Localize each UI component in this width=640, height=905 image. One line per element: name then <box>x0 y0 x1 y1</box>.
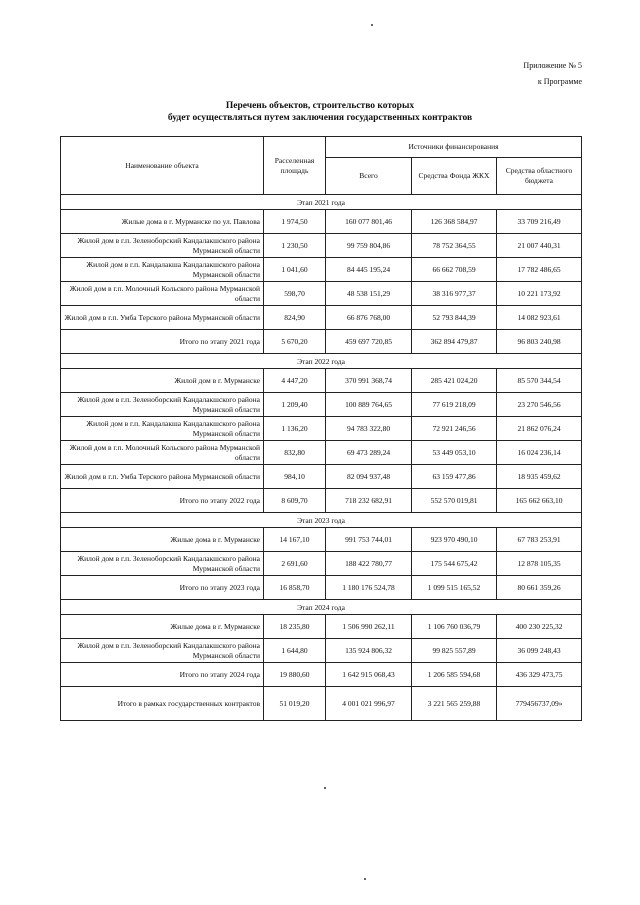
grand-total-fund: 3 221 565 259,88 <box>412 687 497 721</box>
regional-value: 36 099 248,43 <box>497 639 582 663</box>
regional-value: 85 570 344,54 <box>497 369 582 393</box>
table-row <box>61 369 582 393</box>
grand-total-area: 51 019,20 <box>264 687 326 721</box>
table-row <box>61 441 582 465</box>
object-name: Жилые дома в г. Мурманске <box>61 615 264 639</box>
object-name: Жилой дом в г.п. Кандалакша Кандалакшского района Мурманской области <box>61 258 264 282</box>
stage-total-label: Итого по этапу 2023 года <box>61 576 264 600</box>
area-value: 1 041,60 <box>264 258 326 282</box>
table-row <box>61 282 582 306</box>
total-value: 84 445 195,24 <box>326 258 412 282</box>
scan-speck <box>364 878 366 880</box>
regional-value: 67 783 253,91 <box>497 528 582 552</box>
stage-title: Этап 2022 года <box>61 354 582 369</box>
fund-value: 72 921 246,56 <box>412 417 497 441</box>
grand-total-regional: 779456737,09» <box>497 687 582 721</box>
stage-total-fund: 1 206 585 594,68 <box>412 663 497 687</box>
title-line-1: Перечень объектов, строительство которых <box>225 101 415 111</box>
regional-value: 33 709 216,49 <box>497 210 582 234</box>
scan-speck <box>371 24 373 26</box>
appendix-number: Приложение № 5 <box>523 61 582 70</box>
total-value: 94 783 322,80 <box>326 417 412 441</box>
fund-value: 1 106 760 036,79 <box>412 615 497 639</box>
total-value: 69 473 289,24 <box>326 441 412 465</box>
fund-value: 126 368 584,97 <box>412 210 497 234</box>
table-row <box>61 234 582 258</box>
total-value: 135 924 806,32 <box>326 639 412 663</box>
stage-title: Этап 2021 года <box>61 195 582 210</box>
area-value: 824,90 <box>264 306 326 330</box>
object-name: Жилые дома в г. Мурманске по ул. Павлова <box>61 210 264 234</box>
object-name: Жилой дом в г.п. Кандалакша Кандалакшского района Мурманской области <box>61 417 264 441</box>
stage-total-total: 459 697 720,85 <box>326 330 412 354</box>
area-value: 14 167,10 <box>264 528 326 552</box>
total-value: 66 876 768,00 <box>326 306 412 330</box>
stage-total-regional: 436 329 473,75 <box>497 663 582 687</box>
stage-total-row <box>61 576 582 600</box>
header-object-name: Наименование объекта <box>61 137 264 195</box>
object-name: Жилой дом в г.п. Зеленоборский Кандалакшского района Мурманской области <box>61 639 264 663</box>
table-row <box>61 528 582 552</box>
total-value: 100 889 764,65 <box>326 393 412 417</box>
title-line-2: будет осуществляться путем заключения государственных контрактов <box>167 113 473 123</box>
area-value: 598,70 <box>264 282 326 306</box>
fund-value: 99 825 557,89 <box>412 639 497 663</box>
grand-total-total: 4 001 021 996,97 <box>326 687 412 721</box>
regional-value: 400 230 225,32 <box>497 615 582 639</box>
area-value: 1 974,50 <box>264 210 326 234</box>
fund-value: 38 316 977,37 <box>412 282 497 306</box>
stage-header-row <box>61 600 582 615</box>
table-row <box>61 639 582 663</box>
stage-total-total: 1 642 915 068,43 <box>326 663 412 687</box>
stage-header-row <box>61 513 582 528</box>
object-name: Жилой дом в г.п. Зеленоборский Кандалакшского района Мурманской области <box>61 234 264 258</box>
regional-value: 21 862 076,24 <box>497 417 582 441</box>
object-name: Жилой дом в г. Мурманске <box>61 369 264 393</box>
fund-value: 923 970 490,10 <box>412 528 497 552</box>
area-value: 1 644,80 <box>264 639 326 663</box>
total-value: 188 422 780,77 <box>326 552 412 576</box>
area-value: 1 209,40 <box>264 393 326 417</box>
appendix-program: к Программе <box>537 77 582 86</box>
stage-total-fund: 1 099 515 165,52 <box>412 576 497 600</box>
total-value: 370 991 368,74 <box>326 369 412 393</box>
area-value: 984,10 <box>264 465 326 489</box>
header-regional: Средства областного бюджета <box>497 158 582 195</box>
stage-total-row <box>61 663 582 687</box>
object-name: Жилой дом в г.п. Зеленоборский Кандалакшского района Мурманской области <box>61 393 264 417</box>
objects-table <box>60 136 582 721</box>
regional-value: 10 221 173,92 <box>497 282 582 306</box>
stage-total-label: Итого по этапу 2022 года <box>61 489 264 513</box>
header-sources: Источники финансирования <box>326 137 582 158</box>
stage-total-row <box>61 489 582 513</box>
table-body <box>61 195 582 721</box>
fund-value: 63 159 477,86 <box>412 465 497 489</box>
stage-total-fund: 552 570 019,81 <box>412 489 497 513</box>
stage-total-label: Итого по этапу 2024 года <box>61 663 264 687</box>
stage-total-total: 1 180 176 524,78 <box>326 576 412 600</box>
object-name: Жилой дом в г.п. Молочный Кольского района Мурманской области <box>61 282 264 306</box>
stage-total-row <box>61 330 582 354</box>
table-row <box>61 393 582 417</box>
object-name: Жилой дом в г.п. Умба Терского района Мурманской области <box>61 306 264 330</box>
object-name: Жилой дом в г.п. Молочный Кольского района Мурманской области <box>61 441 264 465</box>
stage-header-row <box>61 354 582 369</box>
stage-total-total: 718 232 682,91 <box>326 489 412 513</box>
table-row <box>61 465 582 489</box>
scan-speck <box>324 787 326 789</box>
stage-total-label: Итого по этапу 2021 года <box>61 330 264 354</box>
regional-value: 23 270 546,56 <box>497 393 582 417</box>
object-name: Жилые дома в г. Мурманске <box>61 528 264 552</box>
table-row <box>61 210 582 234</box>
total-value: 160 077 801,46 <box>326 210 412 234</box>
area-value: 1 136,20 <box>264 417 326 441</box>
total-value: 82 094 937,48 <box>326 465 412 489</box>
total-value: 991 753 744,01 <box>326 528 412 552</box>
regional-value: 14 082 923,61 <box>497 306 582 330</box>
appendix-note <box>523 58 582 90</box>
total-value: 48 538 151,29 <box>326 282 412 306</box>
fund-value: 52 793 844,39 <box>412 306 497 330</box>
table-row <box>61 306 582 330</box>
regional-value: 17 782 486,65 <box>497 258 582 282</box>
grand-total-row <box>61 687 582 721</box>
stage-title: Этап 2024 года <box>61 600 582 615</box>
object-name: Жилой дом в г.п. Зеленоборский Кандалакшского района Мурманской области <box>61 552 264 576</box>
object-name: Жилой дом в г.п. Умба Терского района Мурманской области <box>61 465 264 489</box>
stage-total-area: 16 858,70 <box>264 576 326 600</box>
fund-value: 77 619 218,09 <box>412 393 497 417</box>
fund-value: 175 544 675,42 <box>412 552 497 576</box>
area-value: 832,80 <box>264 441 326 465</box>
area-value: 2 691,60 <box>264 552 326 576</box>
fund-value: 78 752 364,55 <box>412 234 497 258</box>
area-value: 1 230,50 <box>264 234 326 258</box>
table-row <box>61 615 582 639</box>
area-value: 4 447,20 <box>264 369 326 393</box>
area-value: 18 235,80 <box>264 615 326 639</box>
total-value: 99 759 804,86 <box>326 234 412 258</box>
header-total: Всего <box>326 158 412 195</box>
total-value: 1 506 990 262,11 <box>326 615 412 639</box>
regional-value: 16 024 236,14 <box>497 441 582 465</box>
regional-value: 12 878 105,35 <box>497 552 582 576</box>
stage-title: Этап 2023 года <box>61 513 582 528</box>
stage-total-fund: 362 894 479,87 <box>412 330 497 354</box>
regional-value: 18 935 459,62 <box>497 465 582 489</box>
stage-total-area: 19 880,60 <box>264 663 326 687</box>
table-row <box>61 552 582 576</box>
stage-total-regional: 165 662 663,10 <box>497 489 582 513</box>
grand-total-label: Итого в рамках государственных контрактов <box>61 687 264 721</box>
table-row <box>61 417 582 441</box>
regional-value: 21 007 440,31 <box>497 234 582 258</box>
stage-total-area: 8 609,70 <box>264 489 326 513</box>
header-fund: Средства Фонда ЖКХ <box>412 158 497 195</box>
table-row <box>61 258 582 282</box>
stage-total-area: 5 670,20 <box>264 330 326 354</box>
fund-value: 53 449 053,10 <box>412 441 497 465</box>
stage-total-regional: 80 661 359,26 <box>497 576 582 600</box>
header-area: Расселенная площадь <box>264 137 326 195</box>
fund-value: 285 421 024,20 <box>412 369 497 393</box>
stage-total-regional: 96 803 240,98 <box>497 330 582 354</box>
stage-header-row <box>61 195 582 210</box>
fund-value: 66 662 708,59 <box>412 258 497 282</box>
document-title <box>0 100 640 124</box>
